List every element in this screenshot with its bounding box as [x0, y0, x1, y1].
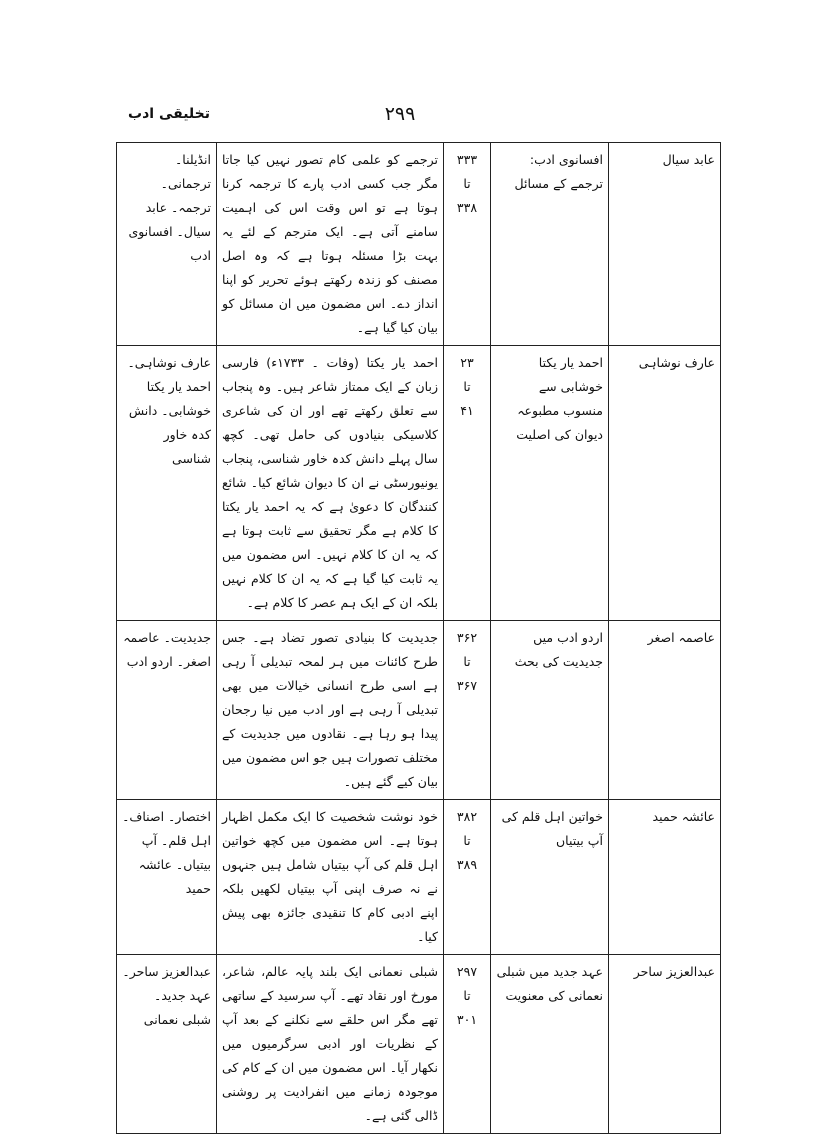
- page-from: ۲۳: [460, 355, 474, 370]
- page-from: ۲۹۷: [456, 964, 478, 979]
- title-cell: عہد جدید میں شبلی نعمانی کی معنویت: [491, 955, 609, 1134]
- keywords-cell: جدیدیت۔ عاصمہ اصغر۔ اردو ادب: [117, 621, 217, 800]
- table-row: [117, 346, 721, 621]
- title-cell: افسانوی ادب: ترجمے کے مسائل: [491, 143, 609, 346]
- page-from: ۳۸۲: [456, 809, 478, 824]
- index-table: [116, 142, 721, 1134]
- page-to: ۴۱: [460, 403, 474, 418]
- pages-cell: [444, 955, 491, 1134]
- page-to: ۳۳۸: [456, 200, 478, 215]
- title-cell: خواتین اہل قلم کی آپ بیتیاں: [491, 800, 609, 955]
- keywords-cell: عارف نوشاہی۔ احمد یار یکتا خوشابی۔ دانش کدہ خاور شناسی: [117, 346, 217, 621]
- title-cell: احمد یار یکتا خوشابی سے منسوب مطبوعہ دیوان کی اصلیت: [491, 346, 609, 621]
- title-cell: اردو ادب میں جدیدیت کی بحث: [491, 621, 609, 800]
- summary-cell: جدیدیت کا بنیادی تصور تضاد ہے۔ جس طرح کائنات میں ہر لمحہ تبدیلی آ رہی ہے اسی طرح انسانی خیالات میں بھی تبدیلی آ رہی ہے اور ادب میں نیا رجحان پیدا ہو رہا ہے۔ نقادوں میں جدیدیت کے مختلف تصورات ہیں جو اس مضمون میں بیان کیے گئے ہیں۔: [217, 621, 444, 800]
- author-cell: عارف نوشاہی: [609, 346, 721, 621]
- keywords-cell: عبدالعزیز ساحر۔ عہد جدید۔ شبلی نعمانی: [117, 955, 217, 1134]
- author-cell: عاصمہ اصغر: [609, 621, 721, 800]
- page-to: ۳۰۱: [456, 1012, 478, 1027]
- author-cell: عابد سیال: [609, 143, 721, 346]
- pages-cell: [444, 621, 491, 800]
- page-to-word: تا: [463, 833, 471, 848]
- author-cell: عائشہ حمید: [609, 800, 721, 955]
- keywords-cell: انڈیلنا۔ ترجمانی۔ ترجمہ۔ عابد سیال۔ افسانوی ادب: [117, 143, 217, 346]
- author-cell: عبدالعزیز ساحر: [609, 955, 721, 1134]
- table-row: [117, 621, 721, 800]
- table-row: [117, 955, 721, 1134]
- table-row: [117, 143, 721, 346]
- page-to-word: تا: [463, 379, 471, 394]
- page-to: ۳۶۷: [456, 678, 478, 693]
- keywords-cell: اختصار۔ اصناف۔ اہل قلم۔ آپ بیتیاں۔ عائشہ حمید: [117, 800, 217, 955]
- running-head: تخلیقی ادب: [128, 106, 210, 122]
- page-to-word: تا: [463, 654, 471, 669]
- summary-cell: خود نوشت شخصیت کا ایک مکمل اظہار ہوتا ہے۔ اس مضمون میں کچھ خواتین اہل قلم کی آپ بیتیاں شامل ہیں جنہوں نے نہ صرف اپنی آپ بیتیاں لکھیں بلکہ اپنے ادبی کام کا تنقیدی جائزہ بھی پیش کیا۔: [217, 800, 444, 955]
- page-number: ۲۹۹: [384, 103, 416, 125]
- pages-cell: [444, 800, 491, 955]
- summary-cell: ترجمے کو علمی کام تصور نہیں کیا جاتا مگر جب کسی ادب پارے کا ترجمہ کرنا ہوتا ہے تو اس وقت اس کی اہمیت سامنے آتی ہے۔ ایک مترجم کے لئے یہ بہت بڑا مسئلہ ہوتا ہے کہ وہ اصل مصنف کو زندہ رکھتے ہوئے تحریر کو اپنا انداز دے۔ اس مضمون میں ان مسائل کو بیان کیا گیا ہے۔: [217, 143, 444, 346]
- pages-cell: [444, 346, 491, 621]
- page-from: ۳۶۲: [456, 630, 478, 645]
- page-to-word: تا: [463, 988, 471, 1003]
- pages-cell: [444, 143, 491, 346]
- summary-cell: شبلی نعمانی ایک بلند پایہ عالم، شاعر، مورخ اور نقاد تھے۔ آپ سرسید کے ساتھی تھے مگر اس حلقے سے نکلنے کے بعد آپ کے نظریات اور ادبی سرگرمیوں میں نکھار آیا۔ اس مضمون میں ان کے کام کی موجودہ زمانے میں انفرادیت پر روشنی ڈالی گئی ہے۔: [217, 955, 444, 1134]
- page-to-word: تا: [463, 176, 471, 191]
- summary-cell: احمد یار یکتا (وفات ۔ ۱۷۳۳ء) فارسی زبان کے ایک ممتاز شاعر ہیں۔ وہ پنجاب سے تعلق رکھتے تھے اور ان کی شاعری کلاسیکی بنیادوں کی حامل تھی۔ کچھ سال پہلے دانش کدہ خاور شناسی، پنجاب یونیورسٹی نے ان کا دیوان شائع کیا۔ شائع کنندگان کا دعویٰ ہے کہ یہ احمد یار یکتا کا کلام ہے مگر تحقیق سے ثابت ہوتا ہے کہ یہ ان کا کلام نہیں۔ اس مضمون میں یہ ثابت کیا گیا ہے کہ یہ ان کا کلام نہیں بلکہ ان کے ایک ہم عصر کا کلام ہے۔: [217, 346, 444, 621]
- page-from: ۳۳۳: [456, 152, 478, 167]
- page-to: ۳۸۹: [456, 857, 478, 872]
- table-row: [117, 800, 721, 955]
